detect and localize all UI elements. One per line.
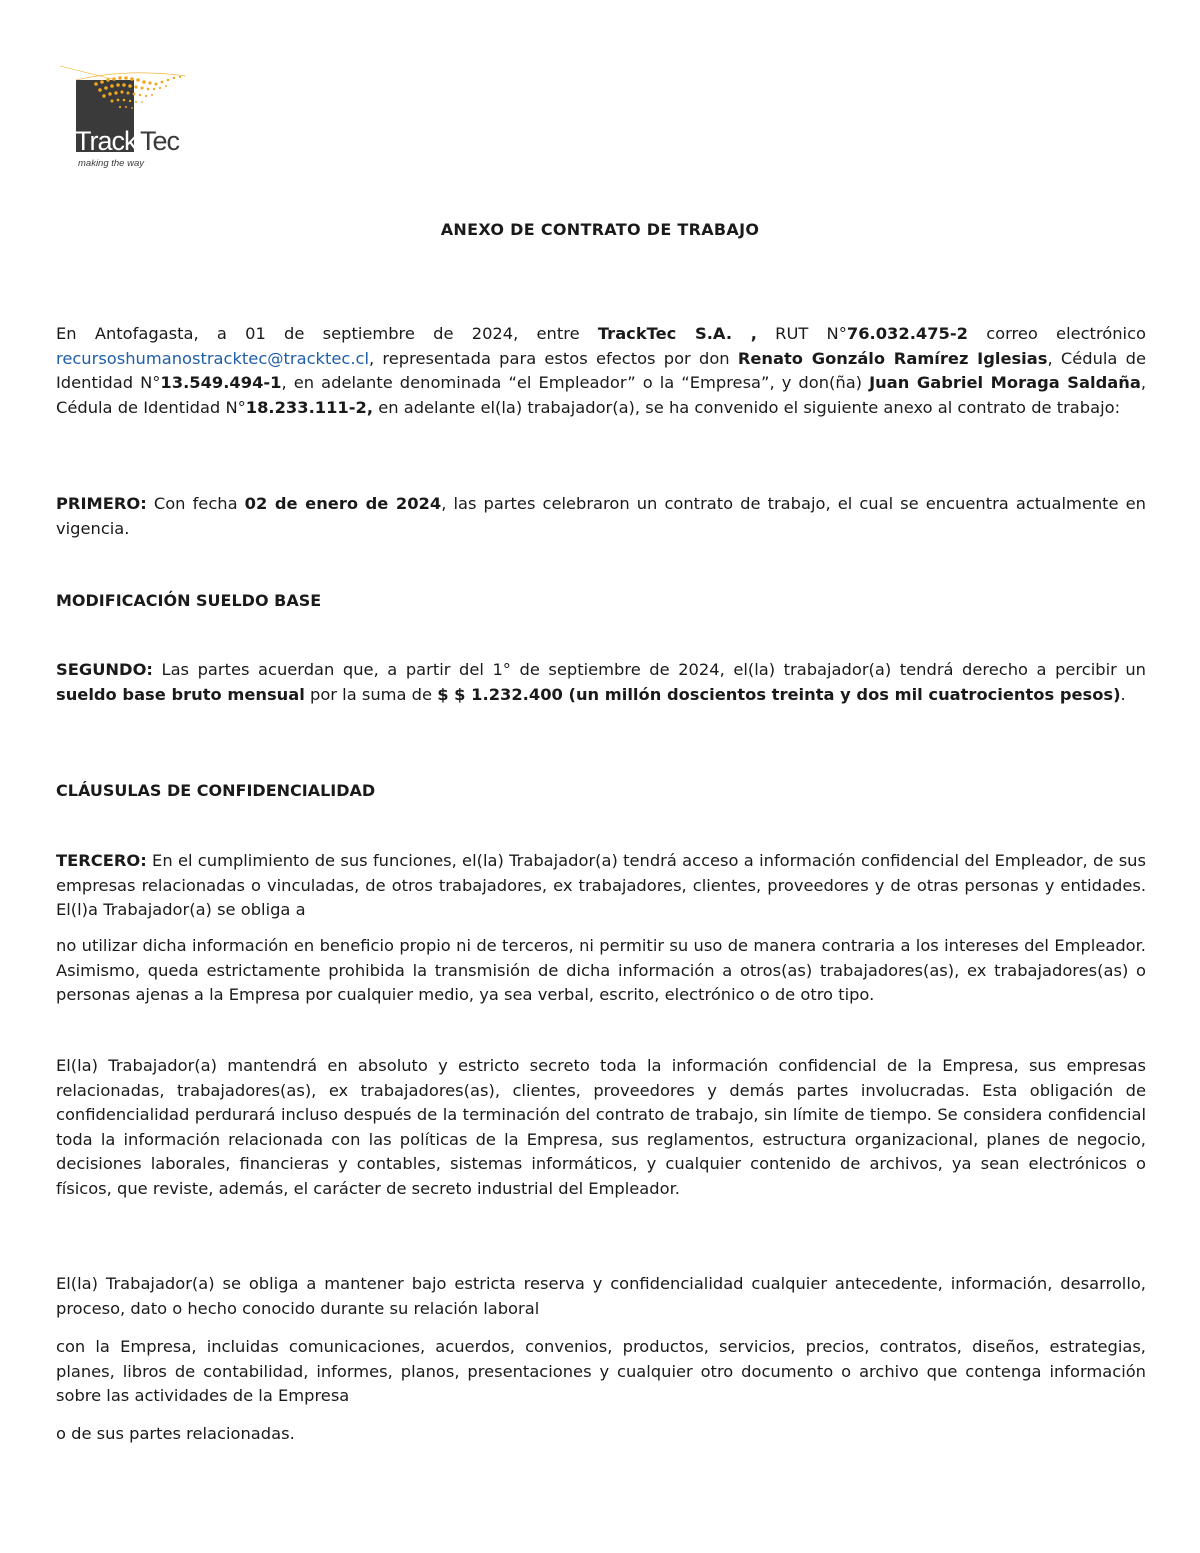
- paragraph-reserva: El(la) Trabajador(a) se obliga a mantener bajo estricta reserva y confidencialidad cualquier antecedente, información, desarrollo, proceso, dato o hecho conocido durante su relación laboral: [56, 1274, 1146, 1318]
- salary-amount: $ $ 1.232.400 (un millón doscientos treinta y dos mil cuatrocientos pesos): [437, 684, 1121, 704]
- clause-label: PRIMERO:: [56, 494, 147, 513]
- worker-id: 18.233.111-2,: [245, 397, 374, 417]
- paragraph-partes: o de sus partes relacionadas.: [56, 1424, 295, 1443]
- section-heading-sueldo: MODIFICACIÓN SUELDO BASE: [56, 591, 322, 610]
- worker-name: Juan Gabriel Moraga Saldaña: [869, 373, 1141, 392]
- intro-paragraph: En Antofagasta, a 01 de septiembre de 2024, entre TrackTec S.A. , RUT N°76.032.475-2 correo electrónico recursoshumanostracktec@tracktec.cl, representada para estos efectos por don Renato Gonzálo Ramírez Iglesias, Cédula de Identidad N°13.549.494-1, en adelante denominada “el Empleador” o la “Empresa”, y don(ña) Juan Gabriel Moraga Saldaña, Cédula de Identidad N°18.233.111-2, en adelante el(la) trabajador(a), se ha convenido el siguiente anexo al contrato de trabajo:: [56, 324, 1146, 417]
- tracktec-logo-icon: [56, 58, 196, 173]
- clause-tercero: TERCERO: En el cumplimiento de sus funciones, el(la) Trabajador(a) tendrá acceso a información confidencial del Empleador, de sus empresas relacionadas o vinculadas, de otros trabajadores, ex trabajadores, clientes, proveedores y de otras personas y entidades. El(l)a Trabajador(a) se obliga a: [56, 851, 1146, 919]
- salary-label: sueldo base bruto mensual: [56, 684, 305, 704]
- clause-segundo: SEGUNDO: Las partes acuerdan que, a partir del 1° de septiembre de 2024, el(la) trabajador(a) tendrá derecho a percibir un sueldo base bruto mensual por la suma de $ $ 1.232.400 (un millón doscientos treinta y dos mil cuatrocientos pesos).: [56, 660, 1146, 704]
- company-rut: 76.032.475-2: [846, 324, 968, 343]
- clause-primero: PRIMERO: Con fecha 02 de enero de 2024, las partes celebraron un contrato de trabajo, el cual se encuentra actualmente en vigencia.: [56, 494, 1146, 538]
- contract-date: 02 de enero de 2024: [244, 494, 442, 513]
- representative-id: 13.549.494-1: [160, 373, 282, 392]
- clause-label: TERCERO:: [56, 851, 147, 870]
- representative-name: Renato Gonzálo Ramírez Iglesias: [737, 348, 1048, 368]
- email-link[interactable]: recursoshumanostracktec@tracktec.cl: [56, 348, 369, 368]
- paragraph-secreto: El(la) Trabajador(a) mantendrá en absoluto y estricto secreto toda la información confidencial de la Empresa, sus empresas relacionadas, trabajadores(as), ex trabajadores(as), clientes, proveedores y demás partes involucradas. Esta obligación de confidencialidad perdurará incluso después de la terminación del contrato de trabajo, sin límite de tiempo. Se considera confidencial toda la información relacionada con las políticas de la Empresa, sus reglamentos, estructura organizacional, planes de negocio, decisiones laborales, financieras y contables, sistemas informáticos, y cualquier contenido de archivos, ya sean electrónicos o físicos, que reviste, además, el carácter de secreto industrial del Empleador.: [56, 1056, 1146, 1198]
- company-logo: [56, 58, 196, 173]
- svg-text:Tec: Tec: [140, 126, 180, 156]
- clause-label: SEGUNDO:: [56, 660, 153, 679]
- svg-text:Track: Track: [75, 126, 137, 156]
- paragraph-no-utilizar: no utilizar dicha información en beneficio propio ni de terceros, ni permitir su uso de manera contraria a los intereses del Empleador. Asimismo, queda estrictamente prohibida la transmisión de dicha información a otros(as) trabajadores(as), ex trabajadores(as) o personas ajenas a la Empresa por cualquier medio, ya sea verbal, escrito, electrónico o de otro tipo.: [56, 936, 1146, 1004]
- svg-text:making the way: making the way: [78, 158, 145, 169]
- company-name: TrackTec S.A. ,: [597, 324, 757, 343]
- paragraph-empresa: con la Empresa, incluidas comunicaciones, acuerdos, convenios, productos, servicios, precios, contratos, diseños, estrategias, planes, libros de contabilidad, informes, planos, presentaciones y cualquier otro documento o archivo que contenga información sobre las actividades de la Empresa: [56, 1337, 1146, 1405]
- section-heading-confidencialidad: CLÁUSULAS DE CONFIDENCIALIDAD: [56, 781, 376, 800]
- document-title: ANEXO DE CONTRATO DE TRABAJO: [440, 220, 760, 239]
